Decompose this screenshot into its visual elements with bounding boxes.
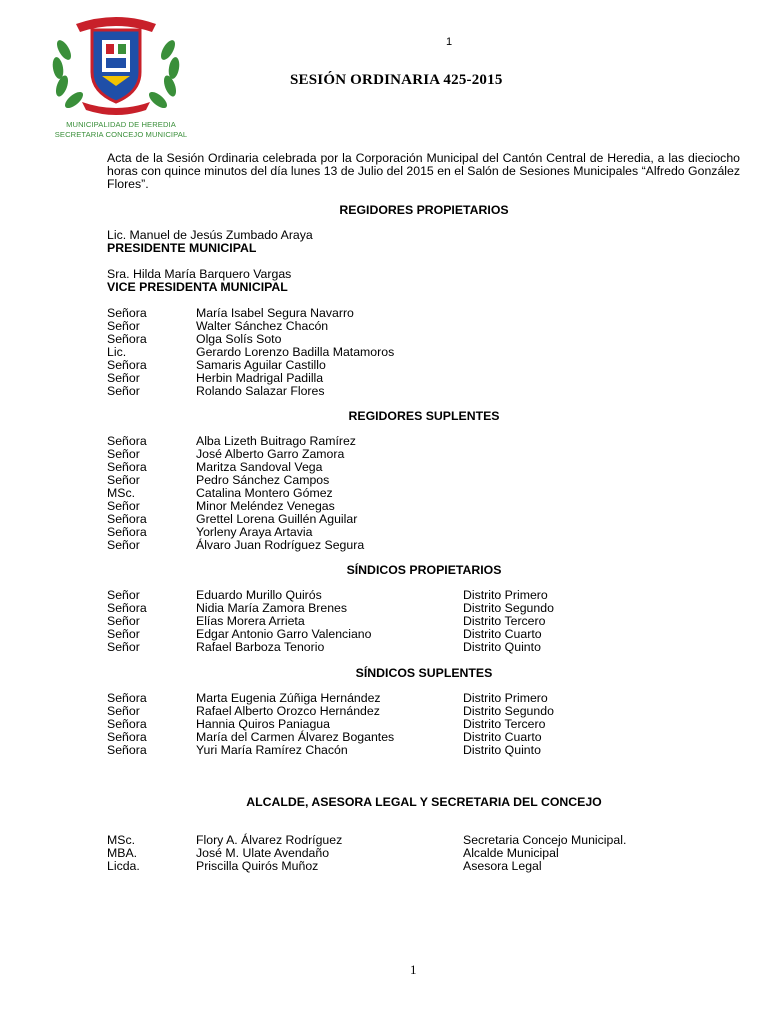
vice-president-name: Sra. Hilda María Barquero Vargas [107,267,292,281]
document-title: SESIÓN ORDINARIA 425-2015 [290,72,503,88]
member-district: Distrito Tercero [463,614,546,628]
member-name: Samaris Aguilar Castillo [196,358,326,372]
member-district: Distrito Primero [463,691,548,705]
member-title: Señor [107,319,140,333]
logo-caption-line2: SECRETARIA CONCEJO MUNICIPAL [54,130,188,139]
member-name: Walter Sánchez Chacón [196,319,329,333]
member-title: Señora [107,512,147,526]
member-name: José Alberto Garro Zamora [196,447,345,461]
member-name: Yorleny Araya Artavia [196,525,313,539]
member-name: Nidia María Zamora Brenes [196,601,348,615]
president-block [107,229,313,255]
member-name: Marta Eugenia Zúñiga Hernández [196,691,381,705]
member-title: Señora [107,332,147,346]
member-title: Señor [107,627,140,641]
member-district: Distrito Cuarto [463,730,542,744]
member-title: Señor [107,473,140,487]
member-name: Olga Solís Soto [196,332,282,346]
member-title: Señora [107,460,147,474]
president-name: Lic. Manuel de Jesús Zumbado Araya [107,228,313,242]
member-district: Distrito Segundo [463,601,554,615]
municipal-coat-of-arms-logo [46,10,186,118]
member-name: María del Carmen Álvarez Bogantes [196,730,395,744]
member-title: Señora [107,730,147,744]
member-title: Señor [107,384,140,398]
member-name: Maritza Sandoval Vega [196,460,323,474]
member-name: Pedro Sánchez Campos [196,473,330,487]
member-title: Señor [107,640,140,654]
member-title: Señor [107,499,140,513]
heading-sindicos-propietarios: SÍNDICOS PROPIETARIOS [346,563,502,577]
member-name: Flory A. Álvarez Rodríguez [196,833,343,847]
heading-regidores-propietarios: REGIDORES PROPIETARIOS [339,203,509,217]
heading-alcalde-asesora-secretaria: ALCALDE, ASESORA LEGAL Y SECRETARIA DEL CONCEJO [246,795,602,809]
member-name: Herbin Madrigal Padilla [196,371,324,385]
heading-sindicos-suplentes: SÍNDICOS SUPLENTES [355,666,493,680]
member-title: MSc. [107,486,136,500]
member-role: Alcalde Municipal [463,846,559,860]
member-name: Yuri María Ramírez Chacón [196,743,348,757]
member-name: Rolando Salazar Flores [196,384,325,398]
member-title: Lic. [107,345,127,359]
member-district: Distrito Cuarto [463,627,542,641]
member-title: Señor [107,447,140,461]
member-title: Señora [107,434,147,448]
member-title: MSc. [107,833,136,847]
member-name: Edgar Antonio Garro Valenciano [196,627,372,641]
member-name: Minor Meléndez Venegas [196,499,335,513]
member-name: Priscilla Quirós Muñoz [196,859,319,873]
member-district: Distrito Primero [463,588,548,602]
logo-caption [46,120,196,140]
member-title: Señora [107,743,147,757]
vice-president-title: VICE PRESIDENTA MUNICIPAL [107,280,288,294]
member-name: Eduardo Murillo Quirós [196,588,322,602]
intro-paragraph: Acta de la Sesión Ordinaria celebrada por la Corporación Municipal del Cantón Central de Heredia, a las dieciocho horas con quince minutos del día lunes 13 de Julio del 2015 en el Salón de Sesiones Municipales “Alfredo González Flores”. [107,151,741,191]
member-name: Álvaro Juan Rodríguez Segura [196,538,365,552]
member-title: MBA. [107,846,138,860]
member-district: Distrito Quinto [463,640,541,654]
page-number-top: 1 [446,36,453,48]
member-role: Asesora Legal [463,859,542,873]
member-name: José M. Ulate Avendaño [196,846,330,860]
member-title: Señor [107,704,140,718]
member-title: Señor [107,588,140,602]
member-name: Rafael Barboza Tenorio [196,640,325,654]
member-title: Señor [107,614,140,628]
member-district: Distrito Tercero [463,717,546,731]
vice-president-block [107,268,291,294]
member-name: Hannia Quiros Paniagua [196,717,330,731]
member-name: Rafael Alberto Orozco Hernández [196,704,380,718]
member-title: Licda. [107,859,140,873]
member-name: Grettel Lorena Guillén Aguilar [196,512,358,526]
president-title: PRESIDENTE MUNICIPAL [107,241,257,255]
member-name: Catalina Montero Gómez [196,486,333,500]
member-role: Secretaria Concejo Municipal. [463,833,627,847]
member-title: Señora [107,358,147,372]
page-number-bottom: 1 [410,962,417,977]
member-title: Señora [107,691,147,705]
logo-caption-line1: MUNICIPALIDAD DE HEREDIA [66,120,176,129]
member-title: Señora [107,306,147,320]
member-name: Elías Morera Arrieta [196,614,305,628]
member-title: Señor [107,538,140,552]
member-district: Distrito Quinto [463,743,541,757]
member-name: Gerardo Lorenzo Badilla Matamoros [196,345,395,359]
member-title: Señora [107,525,147,539]
member-title: Señor [107,371,140,385]
member-name: María Isabel Segura Navarro [196,306,354,320]
member-title: Señora [107,601,147,615]
member-district: Distrito Segundo [463,704,554,718]
member-name: Alba Lizeth Buitrago Ramírez [196,434,356,448]
heading-regidores-suplentes: REGIDORES SUPLENTES [348,409,500,423]
member-title: Señora [107,717,147,731]
